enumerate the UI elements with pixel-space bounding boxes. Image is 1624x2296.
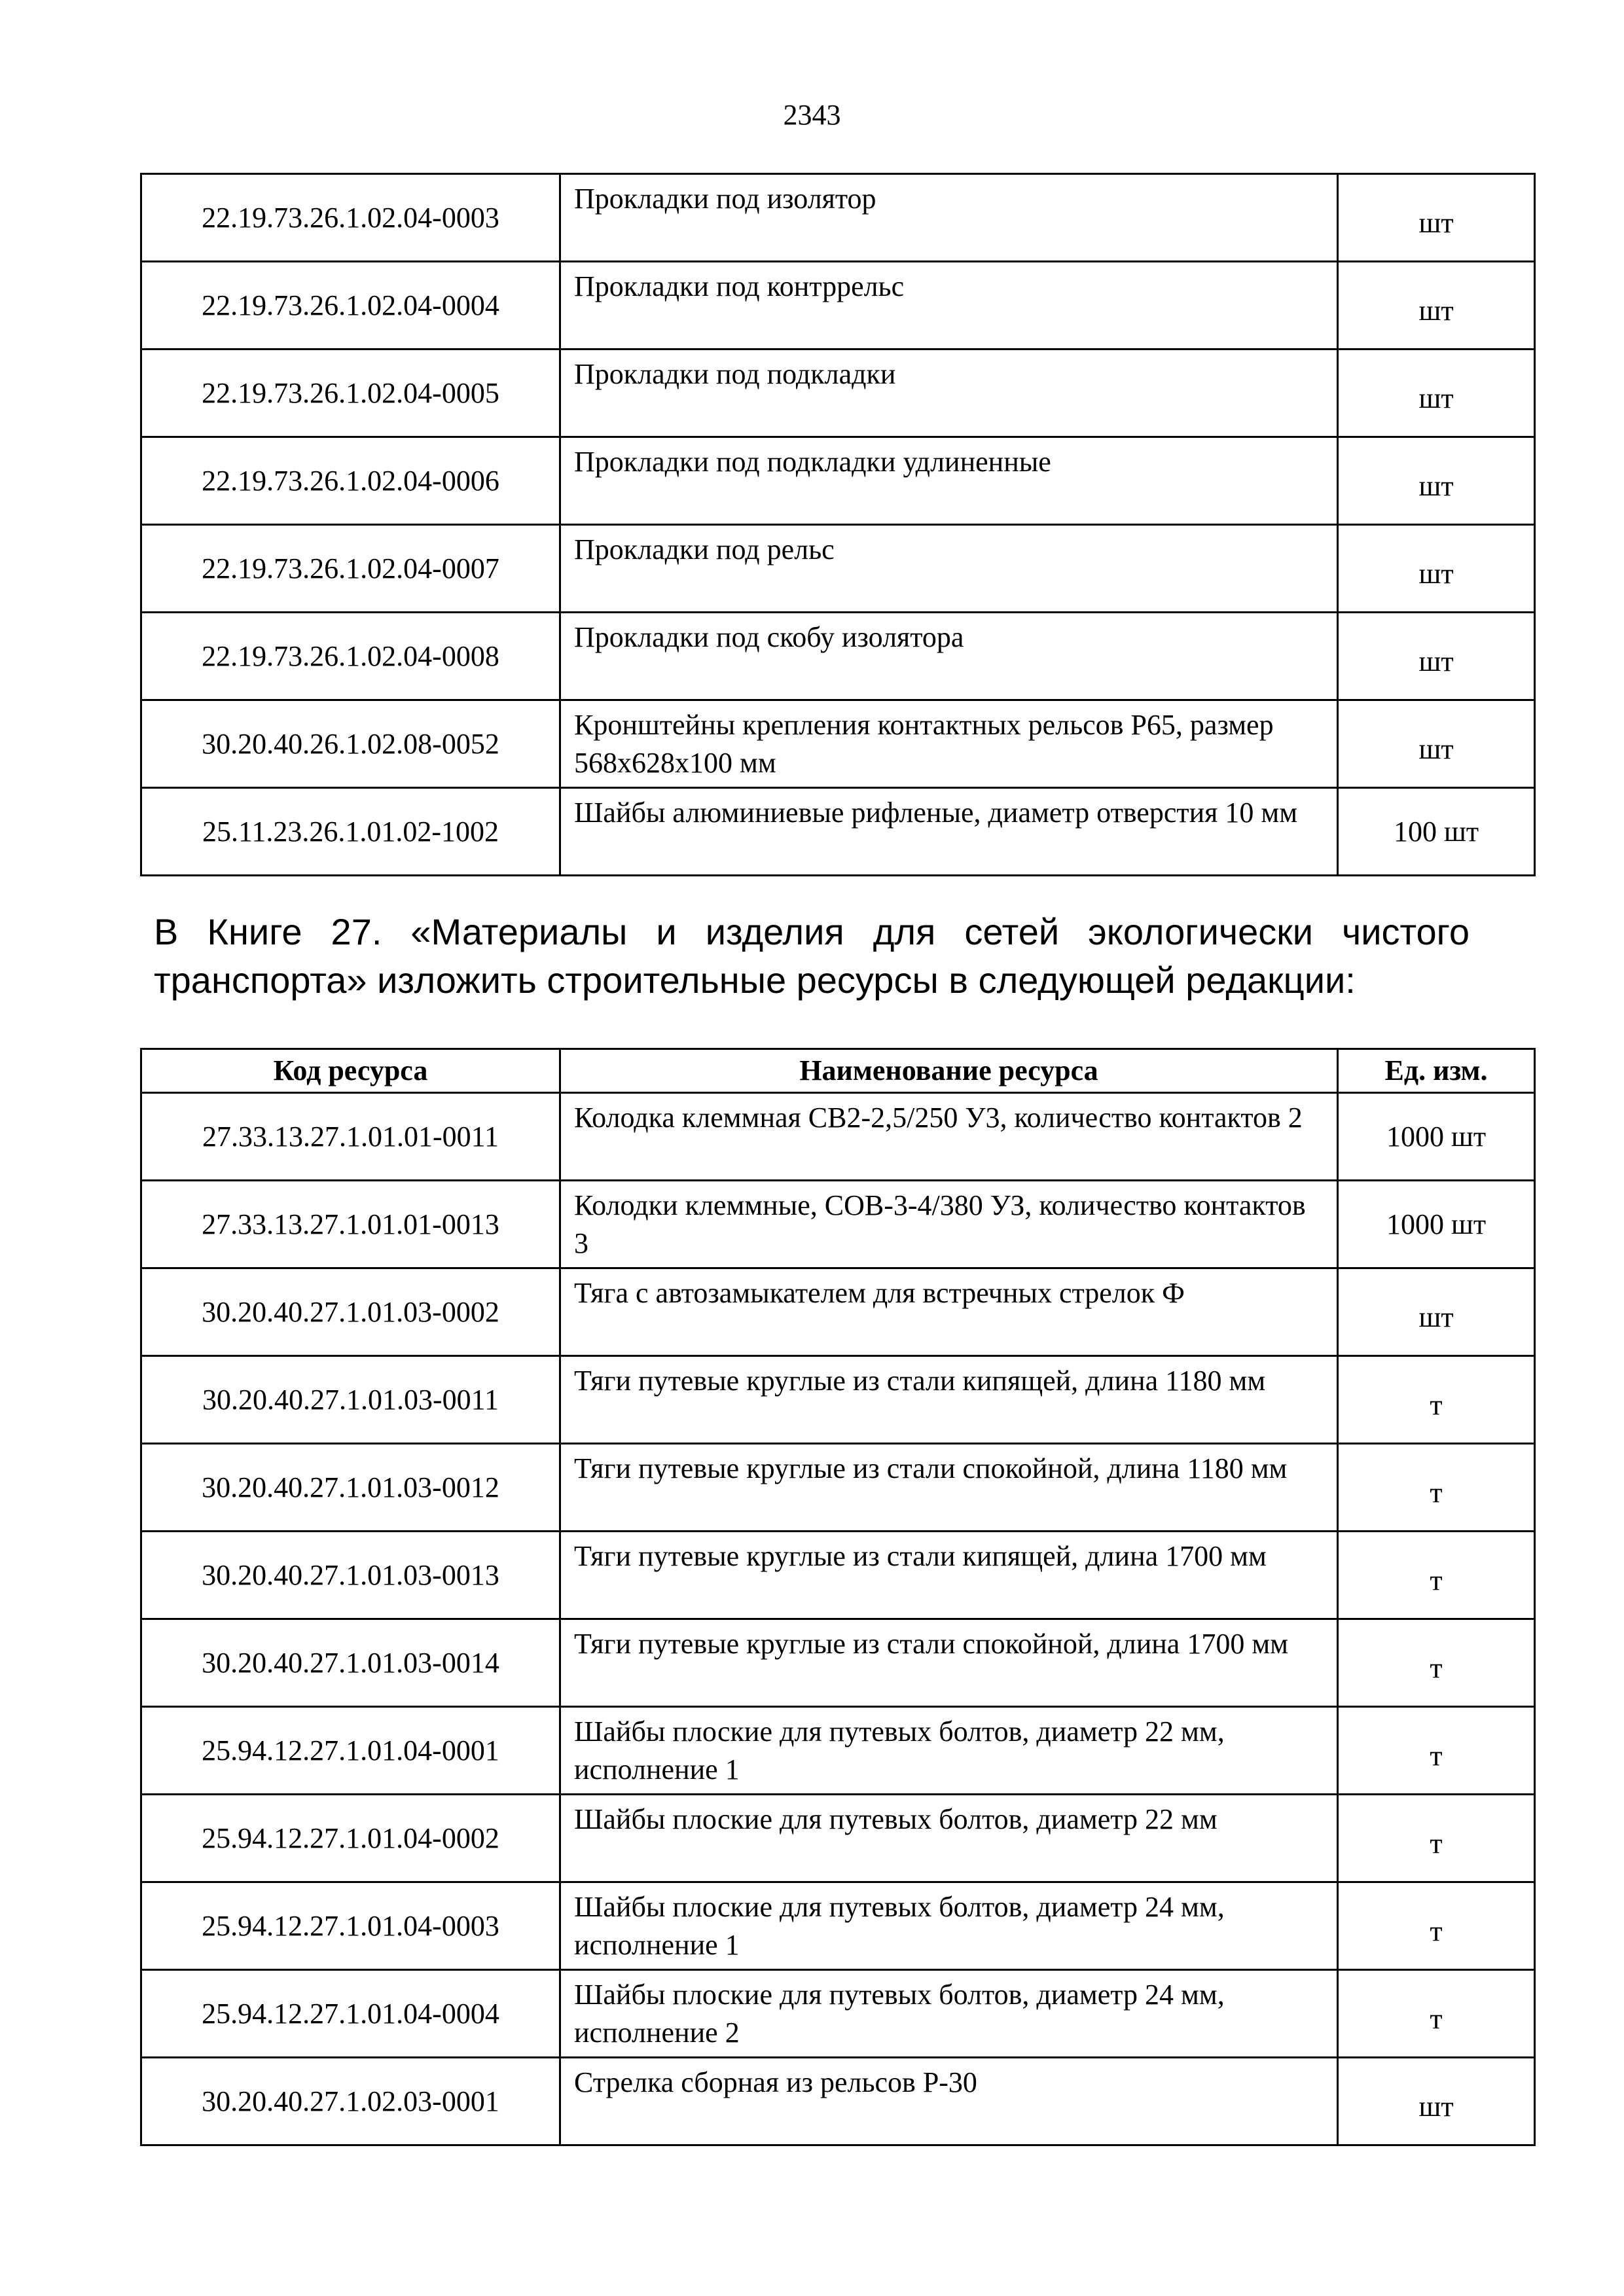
resource-code-cell: 22.19.73.26.1.02.04-0006 — [141, 437, 560, 525]
resource-code-cell: 25.94.12.27.1.01.04-0003 — [141, 1882, 560, 1970]
resource-code-cell: 30.20.40.27.1.01.03-0013 — [141, 1532, 560, 1619]
intro-line-1: В Книге 27. «Материалы и изделия для сетей экологически чистого — [154, 911, 1470, 952]
table-row — [141, 1181, 1535, 1268]
page-number: 2343 — [783, 99, 841, 131]
table-row — [141, 350, 1535, 437]
table-row — [141, 1444, 1535, 1532]
resource-name-cell: Колодки клеммные, СОВ-3-4/380 УЗ, количество контактов 3 — [560, 1181, 1338, 1268]
resource-name-cell: Прокладки под подкладки удлиненные — [560, 437, 1338, 525]
table-row — [141, 1093, 1535, 1181]
resource-code-cell: 25.94.12.27.1.01.04-0004 — [141, 1970, 560, 2058]
table-row — [141, 1356, 1535, 1444]
table-row — [141, 788, 1535, 876]
resource-unit-cell: шт — [1338, 525, 1535, 613]
resource-name-cell: Тяги путевые круглые из стали кипящей, длина 1180 мм — [560, 1356, 1338, 1444]
resource-code-cell: 22.19.73.26.1.02.04-0003 — [141, 174, 560, 262]
resource-name-cell: Тяги путевые круглые из стали спокойной, длина 1180 мм — [560, 1444, 1338, 1532]
header-resource-code: Код ресурса — [141, 1049, 560, 1093]
resource-name-cell: Шайбы алюминиевые рифленые, диаметр отверстия 10 мм — [560, 788, 1338, 876]
intro-line-2: транспорта» изложить строительные ресурсы в следующей редакции: — [154, 960, 1356, 1001]
resource-name-cell: Прокладки под изолятор — [560, 174, 1338, 262]
resource-unit-cell: шт — [1338, 350, 1535, 437]
resource-code-cell: 25.94.12.27.1.01.04-0001 — [141, 1707, 560, 1795]
resource-code-cell: 27.33.13.27.1.01.01-0011 — [141, 1093, 560, 1181]
resource-unit-cell: шт — [1338, 2058, 1535, 2145]
resource-code-cell: 30.20.40.27.1.01.03-0002 — [141, 1268, 560, 1356]
resource-unit-cell: шт — [1338, 437, 1535, 525]
table-row — [141, 437, 1535, 525]
resource-name-cell: Стрелка сборная из рельсов Р-30 — [560, 2058, 1338, 2145]
resource-unit-cell: 1000 шт — [1338, 1181, 1535, 1268]
resource-unit-cell: шт — [1338, 613, 1535, 700]
resource-name-cell: Прокладки под контррельс — [560, 262, 1338, 350]
table-row — [141, 2058, 1535, 2145]
resource-unit-cell: т — [1338, 1970, 1535, 2058]
resource-name-cell: Тяги путевые круглые из стали спокойной, длина 1700 мм — [560, 1619, 1338, 1707]
table-row — [141, 1268, 1535, 1356]
resource-unit-cell: шт — [1338, 174, 1535, 262]
resource-code-cell: 30.20.40.26.1.02.08-0052 — [141, 700, 560, 788]
resource-name-cell: Шайбы плоские для путевых болтов, диаметр 24 мм, исполнение 1 — [560, 1882, 1338, 1970]
resource-name-cell: Тяга с автозамыкателем для встречных стрелок Ф — [560, 1268, 1338, 1356]
resource-unit-cell: 100 шт — [1338, 788, 1535, 876]
resource-code-cell: 27.33.13.27.1.01.01-0013 — [141, 1181, 560, 1268]
resources-table-book-27 — [140, 1048, 1536, 2146]
header-unit: Ед. изм. — [1338, 1049, 1535, 1093]
resource-name-cell: Колодка клеммная СВ2-2,5/250 У3, количество контактов 2 — [560, 1093, 1338, 1181]
table-row — [141, 262, 1535, 350]
resource-code-cell: 22.19.73.26.1.02.04-0008 — [141, 613, 560, 700]
resource-unit-cell: т — [1338, 1444, 1535, 1532]
resource-name-cell: Шайбы плоские для путевых болтов, диаметр 22 мм — [560, 1795, 1338, 1882]
table-row — [141, 613, 1535, 700]
intro-paragraph — [154, 908, 1470, 1005]
table-row — [141, 700, 1535, 788]
resource-unit-cell: шт — [1338, 262, 1535, 350]
resources-table-continued — [140, 173, 1536, 876]
resource-unit-cell: т — [1338, 1882, 1535, 1970]
resource-code-cell: 22.19.73.26.1.02.04-0005 — [141, 350, 560, 437]
resource-unit-cell: шт — [1338, 1268, 1535, 1356]
table-row — [141, 1882, 1535, 1970]
table-row — [141, 1795, 1535, 1882]
resource-name-cell: Прокладки под подкладки — [560, 350, 1338, 437]
table-row — [141, 1970, 1535, 2058]
resource-unit-cell: шт — [1338, 700, 1535, 788]
resource-code-cell: 30.20.40.27.1.01.03-0012 — [141, 1444, 560, 1532]
resource-name-cell: Шайбы плоские для путевых болтов, диаметр 24 мм, исполнение 2 — [560, 1970, 1338, 2058]
header-resource-name: Наименование ресурса — [560, 1049, 1338, 1093]
resource-code-cell: 25.94.12.27.1.01.04-0002 — [141, 1795, 560, 1882]
resource-code-cell: 30.20.40.27.1.02.03-0001 — [141, 2058, 560, 2145]
table-header-row — [141, 1049, 1535, 1093]
resource-name-cell: Прокладки под рельс — [560, 525, 1338, 613]
table-row — [141, 174, 1535, 262]
table-row — [141, 1532, 1535, 1619]
resource-unit-cell: т — [1338, 1795, 1535, 1882]
table-row — [141, 525, 1535, 613]
resource-unit-cell: т — [1338, 1356, 1535, 1444]
resource-code-cell: 30.20.40.27.1.01.03-0014 — [141, 1619, 560, 1707]
resource-name-cell: Кронштейны крепления контактных рельсов Р65, размер 568х628х100 мм — [560, 700, 1338, 788]
resource-unit-cell: т — [1338, 1619, 1535, 1707]
resource-name-cell: Прокладки под скобу изолятора — [560, 613, 1338, 700]
table-row — [141, 1619, 1535, 1707]
resource-unit-cell: 1000 шт — [1338, 1093, 1535, 1181]
resource-name-cell: Тяги путевые круглые из стали кипящей, длина 1700 мм — [560, 1532, 1338, 1619]
resource-code-cell: 22.19.73.26.1.02.04-0007 — [141, 525, 560, 613]
resource-code-cell: 30.20.40.27.1.01.03-0011 — [141, 1356, 560, 1444]
resource-code-cell: 25.11.23.26.1.01.02-1002 — [141, 788, 560, 876]
resource-unit-cell: т — [1338, 1532, 1535, 1619]
resource-code-cell: 22.19.73.26.1.02.04-0004 — [141, 262, 560, 350]
resource-name-cell: Шайбы плоские для путевых болтов, диаметр 22 мм, исполнение 1 — [560, 1707, 1338, 1795]
table-row — [141, 1707, 1535, 1795]
resource-unit-cell: т — [1338, 1707, 1535, 1795]
